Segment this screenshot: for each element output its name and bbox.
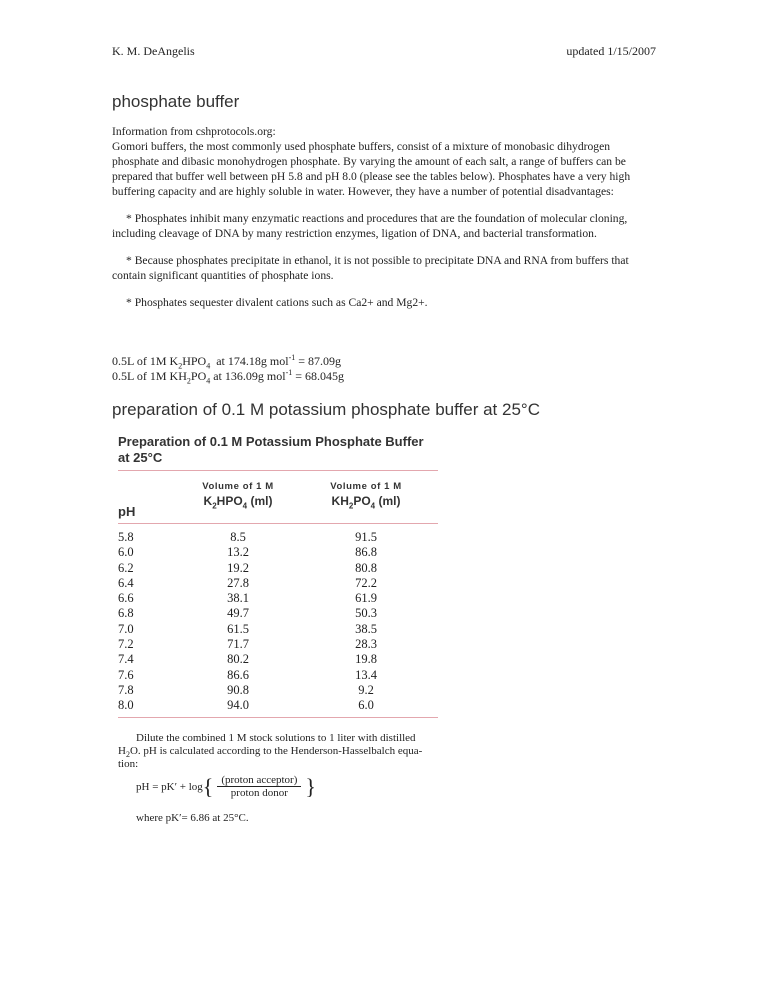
calc-line-k2hpo4: 0.5L of 1M $K_2HPO_4$ at 174.18g mol$^{-1}$ = 87.09g bbox=[112, 353, 342, 371]
header-author: K. M. DeAngelis bbox=[112, 44, 195, 58]
col-header-ph: pH bbox=[118, 504, 136, 519]
table-row: 7.2 71.7 28.3 bbox=[118, 637, 377, 652]
table-row: 7.0 61.5 38.5 bbox=[118, 621, 377, 636]
table-row: 8.0 94.0 6.0 bbox=[118, 698, 374, 713]
col-header-kh2po4: Volume of 1 M $KH_2PO_4$ (ml) bbox=[330, 481, 402, 511]
molar-calculations bbox=[112, 354, 344, 384]
table-row: 7.4 80.2 19.8 bbox=[118, 652, 377, 667]
table-row: 6.2 19.2 80.8 bbox=[118, 560, 377, 575]
buffer-table bbox=[118, 434, 438, 718]
formula-fraction: $\frac{\text{(proton acceptor)}}{\text{proton donor}}$ bbox=[217, 774, 301, 799]
henderson-hasselbalch-equation bbox=[136, 774, 316, 799]
table-row: 7.6 86.6 13.4 bbox=[118, 667, 377, 682]
dilution-note: Dilute the combined 1 M stock solutions to 1 liter with distilled $H_2O$. pH is calculated according to the Henderson-Hasselbalch equa- tion: bbox=[118, 732, 423, 770]
intro-section bbox=[112, 124, 657, 322]
table-title: Preparation of 0.1 M Potassium Phosphate Buffer at 25°C bbox=[118, 434, 424, 465]
col-header-k2hpo4: Volume of 1 M $K_2HPO_4$ (ml) bbox=[202, 481, 274, 511]
intro-paragraph: Gomori buffers, the most commonly used phosphate buffers, consist of a mixture of monobasic dihydrogen phosphate and dibasic monohydrogen phosphate. By varying the amount of each salt, a range of buffers can be prepared that buffer well between pH 5.8 and pH 8.0 (please see the tables below). Phosphates have a very high buffering capacity and are highly soluble in water. However, they have a number of potential disadvantages: bbox=[112, 140, 631, 198]
table-rule-top bbox=[118, 470, 438, 471]
formula-lhs: pH = pK′ + log bbox=[136, 780, 203, 793]
table-row: 5.8 8.5 91.5 bbox=[118, 530, 377, 544]
page-title: phosphate buffer bbox=[112, 92, 240, 111]
bullet-item: * Because phosphates precipitate in ethanol, it is not possible to precipitate DNA and RNA from buffers that contain significant quantities of phosphate ions. bbox=[112, 254, 629, 282]
calc-line-kh2po4: 0.5L of 1M $KH_2PO_4$ at 136.09g mol$^{-1}$ = 68.045g bbox=[112, 368, 345, 386]
section-title: preparation of 0.1 M potassium phosphate buffer at 25°C bbox=[112, 400, 540, 419]
header-updated-date: updated 1/15/2007 bbox=[566, 44, 656, 58]
table-row: 6.4 27.8 72.2 bbox=[118, 575, 377, 590]
table-rule-header bbox=[118, 523, 438, 524]
table-body bbox=[118, 530, 438, 714]
right-brace-icon: } bbox=[305, 773, 316, 799]
left-brace-icon: { bbox=[202, 773, 214, 799]
table-row: 7.8 90.8 9.2 bbox=[118, 682, 374, 697]
pk-note: where pK′= 6.86 at 25°C. bbox=[136, 812, 249, 824]
source-line: Information from cshprotocols.org: bbox=[112, 125, 276, 138]
table-row: 6.6 38.1 61.9 bbox=[118, 591, 377, 606]
table-row: 6.8 49.7 50.3 bbox=[118, 606, 377, 621]
bullet-item: * Phosphates sequester divalent cations such as Ca2+ and Mg2+. bbox=[126, 296, 428, 309]
bullet-item: * Phosphates inhibit many enzymatic reactions and procedures that are the foundation of molecular cloning, including cleavage of DNA by many restriction enzymes, ligation of DNA, and bacterial transformation. bbox=[112, 212, 628, 240]
table-row: 6.0 13.2 86.8 bbox=[118, 545, 377, 560]
table-header bbox=[118, 479, 438, 523]
table-rule-bottom bbox=[118, 717, 438, 718]
